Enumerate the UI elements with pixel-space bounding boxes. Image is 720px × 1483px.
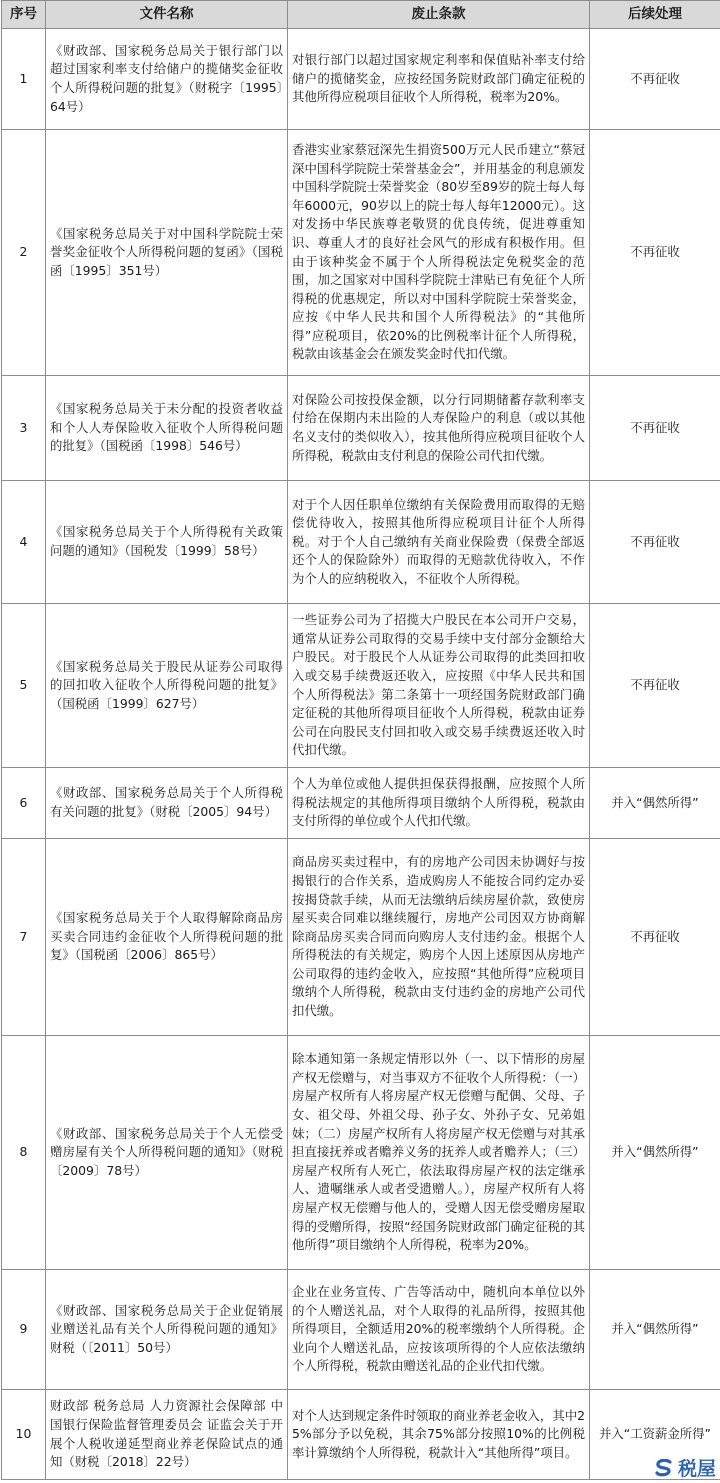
- row-clause: 对保险公司按投保金额，以分行同期储蓄存款利率支付给在保期内未出险的人寿保险户的利息（或以其他名义支付的类似收入），按其他所得应税项目征收个人所得税，税款由支付利息的保险公司代扣代缴。: [288, 376, 590, 481]
- row-action: 不再征收: [590, 130, 720, 376]
- row-document: 《国家税务总局关于股民从证券公司取得的回扣收入征收个人所得税问题的批复》（国税函〔1999〕627号）: [46, 604, 288, 768]
- table-row: [2, 839, 720, 1036]
- row-document: 《财政部、国家税务总局关于银行部门以超过国家利率支付给储户的揽储奖金征收个人所得税问题的批复》（财税字〔1995〕64号）: [46, 29, 288, 130]
- table-row: [2, 29, 720, 130]
- table-row: [2, 481, 720, 604]
- row-action: 不再征收: [590, 604, 720, 768]
- row-action: 并入“工资薪金所得”: [590, 1390, 720, 1480]
- row-seq: 6: [2, 768, 46, 839]
- table-row: [2, 130, 720, 376]
- shuiwu-logo-icon: [654, 1459, 674, 1477]
- row-action: 并入“偶然所得”: [590, 768, 720, 839]
- table-row: [2, 1036, 720, 1270]
- row-action: 不再征收: [590, 839, 720, 1036]
- row-action: 不再征收: [590, 376, 720, 481]
- watermark-text: 税屋: [677, 1458, 716, 1480]
- header-seq: 序号: [2, 1, 46, 29]
- table-row: [2, 376, 720, 481]
- row-document: 财政部 税务总局 人力资源社会保障部 中国银行保险监督管理委员会 证监会关于开展个人税收递延型商业养老保险试点的通知（财税〔2018〕22号）: [46, 1390, 288, 1480]
- table-row: [2, 1270, 720, 1390]
- row-document: 《国家税务总局关于个人取得解除商品房买卖合同违约金征收个人所得税问题的批复》（国税函〔2006〕865号）: [46, 839, 288, 1036]
- row-seq: 3: [2, 376, 46, 481]
- row-document: 《国家税务总局关于个人所得税有关政策问题的通知》（国税发〔1999〕58号）: [46, 481, 288, 604]
- policy-table: [1, 0, 720, 1480]
- row-seq: 1: [2, 29, 46, 130]
- row-clause: 企业在业务宣传、广告等活动中，随机向本单位以外的个人赠送礼品，对个人取得的礼品所得，按照其他所得项目，全额适用20%的税率缴纳个人所得税。企业向个人赠送礼品，应按该项所得的个人应依法缴纳个人所得税，税款由赠送礼品的企业代扣代缴。: [288, 1270, 590, 1390]
- row-clause: 对于个人因任职单位缴纳有关保险费用而取得的无赔偿优待收入，按照其他所得应税项目计征个人所得税。对于个人自己缴纳有关商业保险费（保费全部返还个人的保险除外）而取得的无赔款优待收入，不作为个人的应纳税收入，不征收个人所得税。: [288, 481, 590, 604]
- watermark-logo: [654, 1454, 716, 1481]
- table-row: [2, 604, 720, 768]
- table-row: [2, 1390, 720, 1480]
- row-action: 不再征收: [590, 29, 720, 130]
- row-seq: 2: [2, 130, 46, 376]
- row-seq: 5: [2, 604, 46, 768]
- row-document: 《财政部、国家税务总局关于个人无偿受赠房屋有关个人所得税问题的通知》（财税〔2009〕78号）: [46, 1036, 288, 1270]
- row-clause: 香港实业家蔡冠深先生捐资500万元人民币建立“蔡冠深中国科学院院士荣誉基金会”，并用基金的利息颁发中国科学院院士荣誉奖金（80岁至89岁的院士每人每年6000元，90岁以上的院士每人每年12000元）。这对发扬中华民族尊老敬贤的优良传统，促进尊重知识、尊重人才的良好社会风气的形成有积极作用。但由于该种奖金不属于个人所得税法定免税奖金的范围，加之国家对中国科学院院士津贴已有免征个人所得税的优惠规定，所以对中国科学院院士荣誉奖金，应按《中华人民共和国个人所得税法》的“其他所得”应税项目，依20%的比例税率计征个人所得税，税款由该基金会在颁发奖金时代扣代缴。: [288, 130, 590, 376]
- table-header-row: [2, 1, 720, 29]
- row-seq: 8: [2, 1036, 46, 1270]
- row-seq: 10: [2, 1390, 46, 1480]
- row-action: 不再征收: [590, 481, 720, 604]
- row-seq: 4: [2, 481, 46, 604]
- row-action: 并入“偶然所得”: [590, 1036, 720, 1270]
- table-row: [2, 768, 720, 839]
- row-clause: 商品房买卖过程中，有的房地产公司因未协调好与按揭银行的合作关系，造成购房人不能按合同约定办妥按揭贷款手续，从而无法缴纳后续房屋价款，致使房屋买卖合同难以继续履行，房地产公司因双方协商解除商品房买卖合同而向购房人支付违约金。根据个人所得税法的有关规定，购房个人因上述原因从房地产公司取得的违约金收入，应按照“其他所得”应税项目缴纳个人所得税，税款由支付违约金的房地产公司代扣代缴。: [288, 839, 590, 1036]
- row-clause: 对个人达到规定条件时领取的商业养老金收入，其中25%部分予以免税，其余75%部分按照10%的比例税率计算缴纳个人所得税，税款计入“其他所得”项目。: [288, 1390, 590, 1480]
- row-action: 并入“偶然所得”: [590, 1270, 720, 1390]
- header-action: 后续处理: [590, 1, 720, 29]
- row-clause: 除本通知第一条规定情形以外（一、以下情形的房屋产权无偿赠与，对当事双方不征收个人所得税：（一）房屋产权所有人将房屋产权无偿赠与配偶、父母、子女、祖父母、外祖父母、孙子女、外孙子女、兄弟姐妹；（二）房屋产权所有人将房屋产权无偿赠与对其承担直接抚养或者赡养义务的抚养人或者赡养人；（三）房屋产权所有人死亡，依法取得房屋产权的法定继承人、遗嘱继承人或者受遗赠人。），房屋产权所有人将房屋产权无偿赠与他人的，受赠人因无偿受赠房屋取得的受赠所得，按照“经国务院财政部门确定征税的其他所得”项目缴纳个人所得税，税率为20%。: [288, 1036, 590, 1270]
- row-document: 《财政部、国家税务总局关于企业促销展业赠送礼品有关个人所得税问题的通知》财税（〔2011〕50号）: [46, 1270, 288, 1390]
- header-clause: 废止条款: [288, 1, 590, 29]
- row-clause: 个人为单位或他人提供担保获得报酬，应按照个人所得税法规定的其他所得项目缴纳个人所得税，税款由支付所得的单位或个人代扣代缴。: [288, 768, 590, 839]
- row-clause: 一些证券公司为了招揽大户股民在本公司开户交易，通常从证券公司取得的交易手续中支付部分金额给大户股民。对于股民个人从证券公司取得的此类回扣收入或交易手续费返还收入，应按照《中华人民共和国个人所得税法》第二条第十一项经国务院财政部门确定征税的其他所得项目征收个人所得税，税款由证券公司在向股民支付回扣收入或交易手续费返还收入时代扣代缴。: [288, 604, 590, 768]
- row-seq: 7: [2, 839, 46, 1036]
- row-document: 《国家税务总局关于未分配的投资者收益和个人人寿保险收入征收个人所得税问题的批复》（国税函〔1998〕546号）: [46, 376, 288, 481]
- row-clause: 对银行部门以超过国家规定利率和保值贴补率支付给储户的揽储奖金，应按经国务院财政部门确定征税的其他所得应税项目征收个人所得税，税率为20%。: [288, 29, 590, 130]
- header-document: 文件名称: [46, 1, 288, 29]
- row-document: 《财政部、国家税务总局关于个人所得税有关问题的批复》（财税〔2005〕94号）: [46, 768, 288, 839]
- row-seq: 9: [2, 1270, 46, 1390]
- row-document: 《国家税务总局关于对中国科学院院士荣誉奖金征收个人所得税问题的复函》（国税函〔1995〕351号）: [46, 130, 288, 376]
